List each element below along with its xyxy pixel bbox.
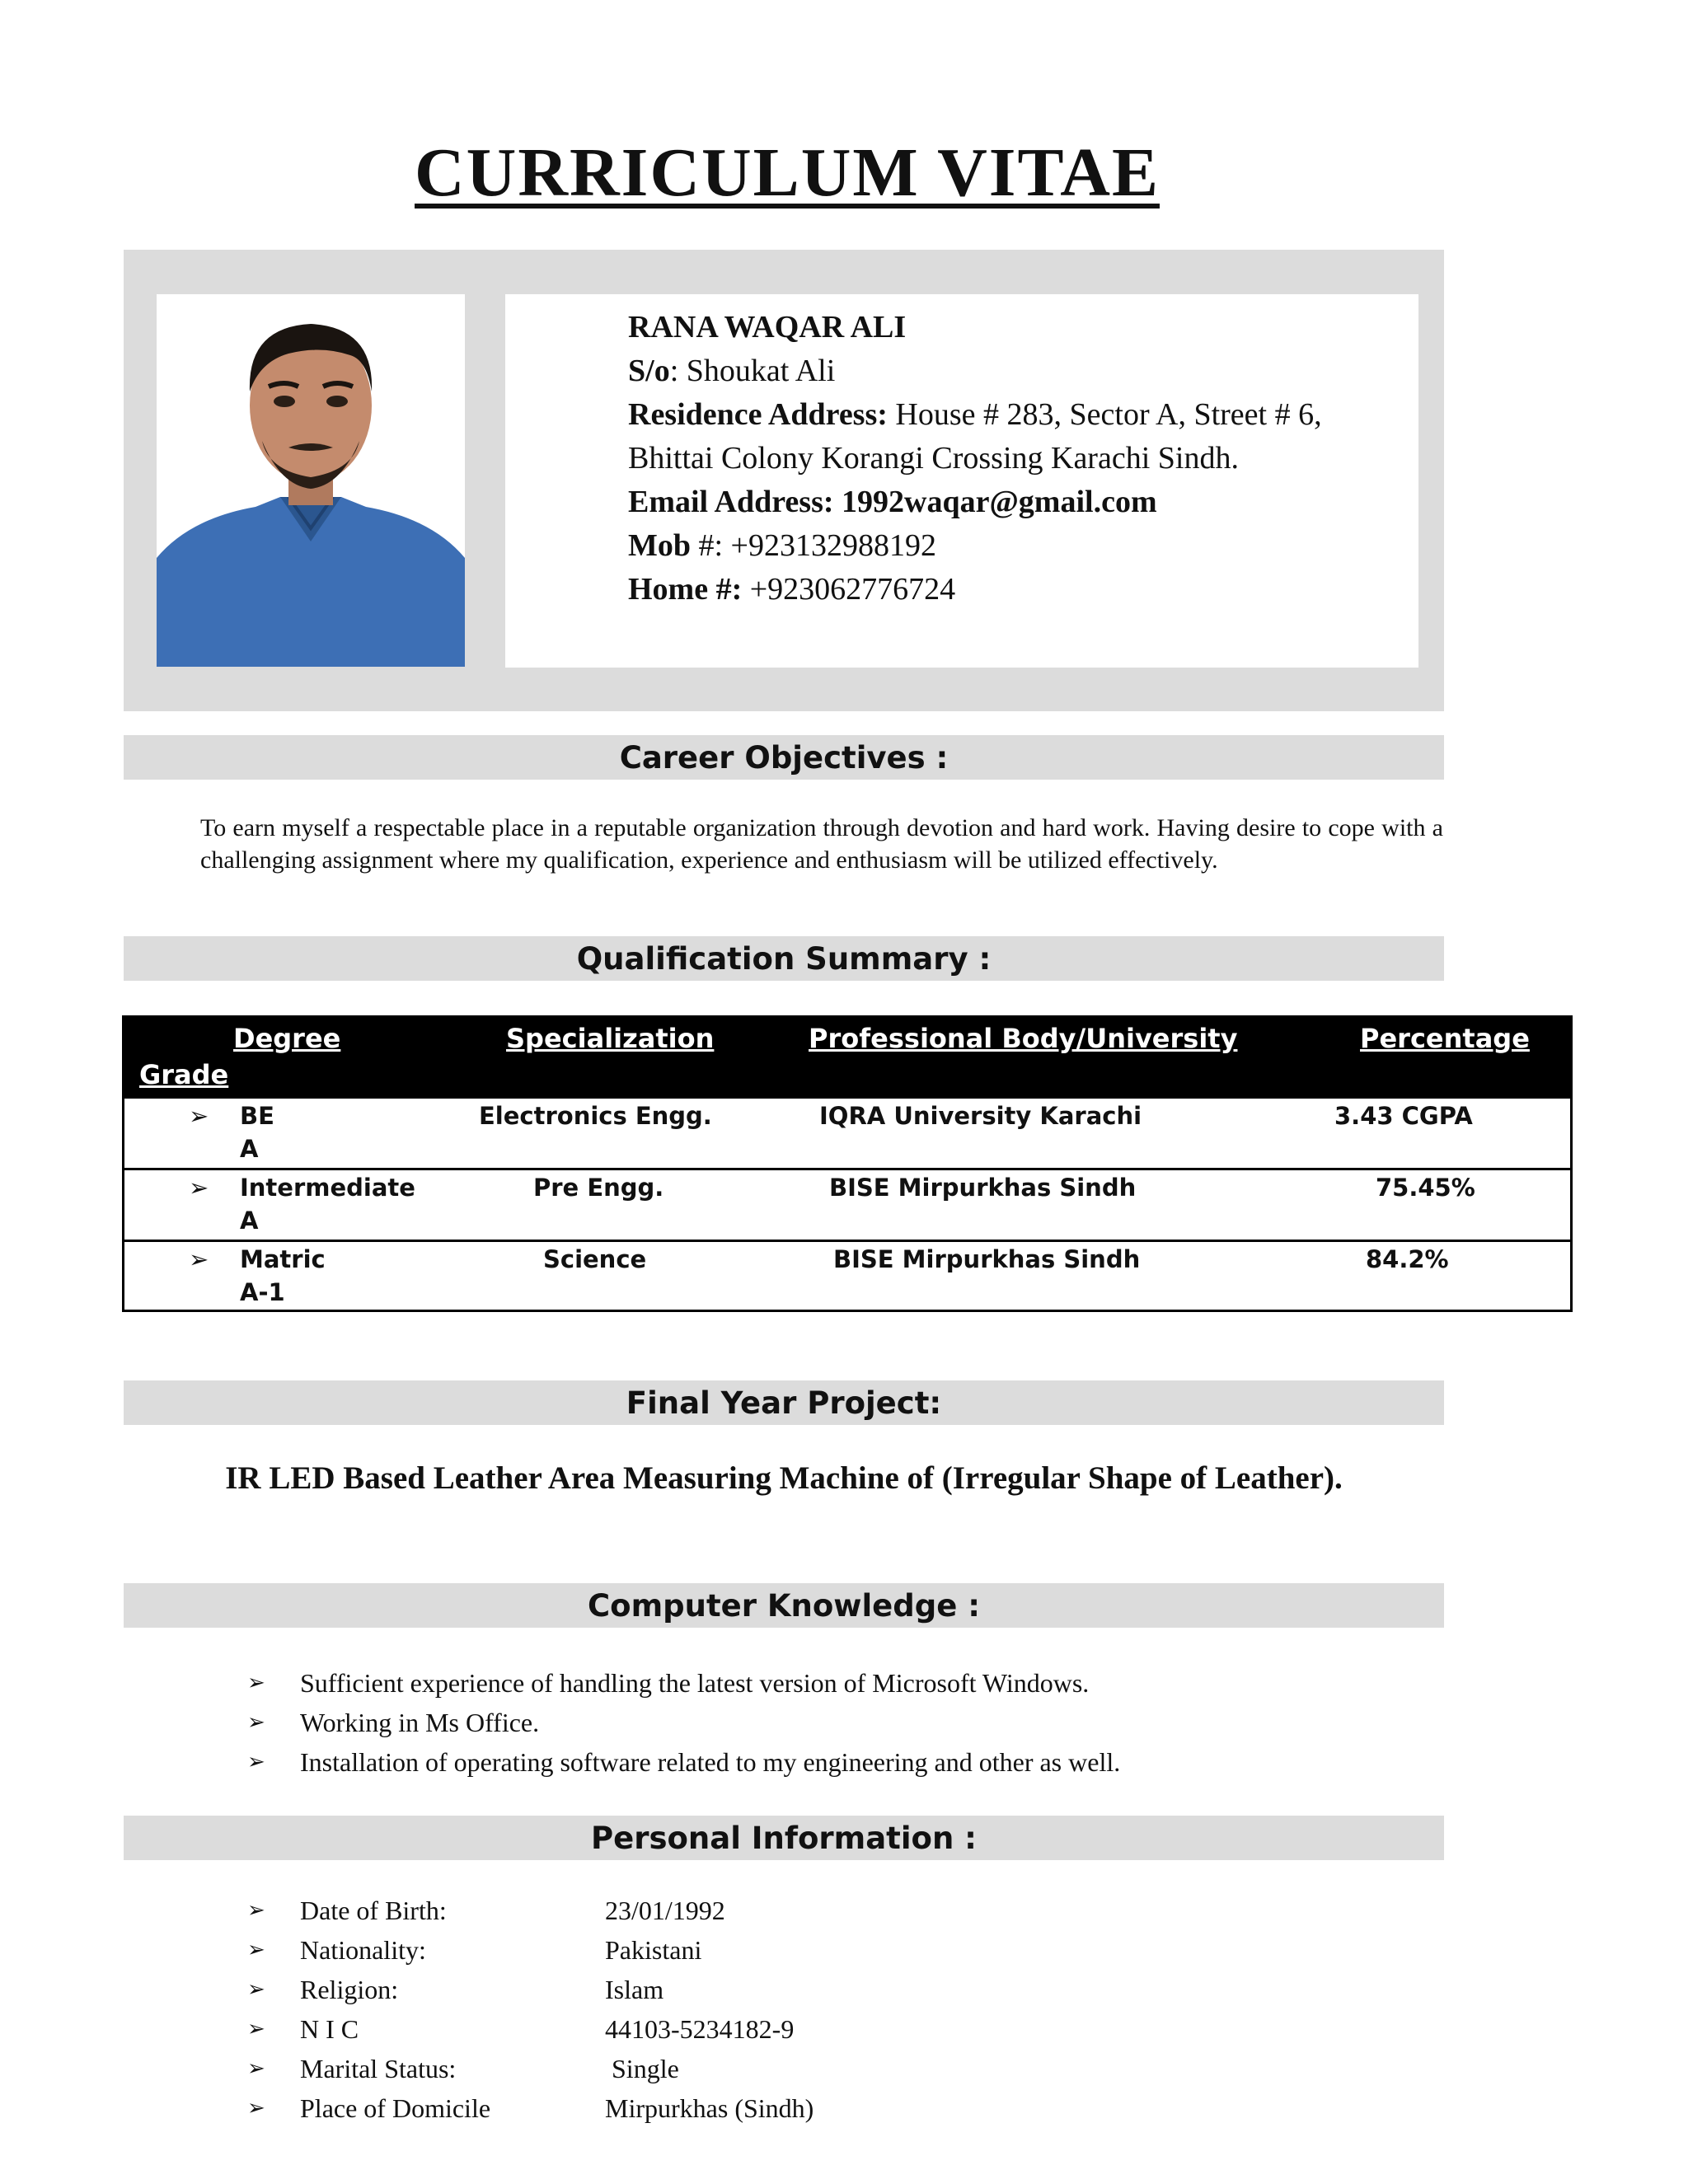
personal-label: Place of Domicile: [300, 2093, 491, 2123]
project-title: IR LED Based Leather Area Measuring Machine of (Irregular Shape of Leather).: [225, 1460, 1343, 1496]
title-text: CURRICULUM VITAE: [415, 134, 1160, 211]
address-label: Residence Address:: [628, 397, 888, 432]
bullet-icon: ➢: [247, 2017, 265, 2041]
table-row: [124, 1096, 1570, 1168]
row-percentage: 84.2%: [1366, 1245, 1449, 1273]
header-professional-body: Professional Body/University: [809, 1023, 1238, 1054]
section-computer-knowledge: Computer Knowledge :: [124, 1583, 1444, 1628]
row-specialization: Science: [543, 1245, 647, 1273]
father-label: S/o: [628, 354, 670, 388]
personal-value: Pakistani: [605, 1935, 702, 1965]
email-label: Email Address:: [628, 485, 842, 519]
candidate-name: RANA WAQAR ALI: [628, 310, 907, 344]
section-final-year-project: Final Year Project:: [124, 1380, 1444, 1425]
qualification-table: [122, 1015, 1573, 1312]
row-percentage: 75.45%: [1376, 1174, 1475, 1202]
personal-value: Single: [605, 2054, 679, 2083]
bullet-icon: ➢: [247, 1898, 265, 1923]
personal-label: Marital Status:: [300, 2054, 457, 2083]
section-personal-information: Personal Information :: [124, 1816, 1444, 1860]
father-line: [628, 349, 1322, 393]
row-percentage: 3.43 CGPA: [1334, 1102, 1473, 1130]
personal-value: Mirpurkhas (Sindh): [605, 2093, 814, 2123]
row-professional-body: BISE Mirpurkhas Sindh: [833, 1245, 1141, 1273]
personal-value: Islam: [605, 1975, 664, 2004]
home-phone-line: [628, 568, 1322, 612]
bullet-icon: ➢: [189, 1245, 209, 1273]
home-phone-label: Home #:: [628, 572, 743, 607]
personal-value: 23/01/1992: [605, 1896, 725, 1925]
bullet-icon: ➢: [247, 1710, 265, 1735]
bullet-icon: ➢: [189, 1174, 209, 1202]
career-objective-text: To earn myself a respectable place in a reputable organization through devotion and hard work. Having desire to cope with a challenging assignment where my qualification, experience and enthusiasm will be utilized effectively.: [200, 814, 1443, 874]
personal-value: 44103-5234182-9: [605, 2014, 795, 2044]
row-degree: Matric: [240, 1245, 326, 1273]
section-career-objectives: Career Objectives :: [124, 735, 1444, 780]
row-grade: A-1: [240, 1278, 285, 1306]
mobile-label: Mob: [628, 528, 699, 563]
email-value[interactable]: 1992waqar@gmail.com: [842, 485, 1157, 519]
address-line-2: Bhittai Colony Korangi Crossing Karachi Sindh.: [628, 441, 1239, 476]
bullet-icon: ➢: [247, 1938, 265, 1962]
bullet-icon: ➢: [247, 2096, 265, 2121]
header-degree: Degree: [233, 1023, 341, 1054]
contact-box: [505, 294, 1418, 668]
qualification-table-header: [124, 1018, 1570, 1099]
home-phone-value: +923062776724: [742, 572, 956, 607]
header-percentage: Percentage: [1360, 1023, 1530, 1054]
bullet-icon: ➢: [247, 1750, 265, 1774]
header-specialization: Specialization: [506, 1023, 715, 1054]
row-grade: A: [240, 1135, 259, 1163]
row-professional-body: IQRA University Karachi: [819, 1102, 1142, 1130]
bullet-icon: ➢: [247, 2056, 265, 2081]
row-grade: A: [240, 1207, 259, 1235]
address-line: [628, 393, 1322, 437]
personal-label: N I C: [300, 2014, 359, 2044]
row-professional-body: BISE Mirpurkhas Sindh: [829, 1174, 1137, 1202]
row-degree: BE: [240, 1102, 274, 1130]
table-row: [124, 1240, 1570, 1311]
personal-label: Nationality:: [300, 1935, 426, 1965]
personal-label: Religion:: [300, 1975, 399, 2004]
section-qualification-summary: Qualification Summary :: [124, 936, 1444, 981]
address-value: House # 283, Sector A, Street # 6,: [887, 397, 1322, 432]
table-row: [124, 1168, 1570, 1240]
bullet-icon: ➢: [247, 1671, 265, 1695]
row-degree: Intermediate: [240, 1174, 415, 1202]
list-item-text: Sufficient experience of handling the latest version of Microsoft Windows.: [300, 1668, 1090, 1698]
list-item-text: Installation of operating software related to my engineering and other as well.: [300, 1747, 1121, 1777]
bullet-icon: ➢: [247, 1977, 265, 2002]
bullet-icon: ➢: [189, 1102, 209, 1130]
header-grade: Grade: [139, 1059, 229, 1090]
email-line: [628, 480, 1322, 524]
personal-label: Date of Birth:: [300, 1896, 447, 1925]
mobile-value: #: +923132988192: [698, 528, 936, 563]
page-title: [0, 134, 1574, 211]
row-specialization: Pre Engg.: [533, 1174, 664, 1202]
mobile-line: [628, 524, 1322, 568]
list-item-text: Working in Ms Office.: [300, 1708, 540, 1737]
profile-photo: [157, 294, 465, 667]
person-photo-icon: [157, 294, 465, 667]
row-specialization: Electronics Engg.: [479, 1102, 712, 1130]
father-value: : Shoukat Ali: [669, 354, 836, 388]
